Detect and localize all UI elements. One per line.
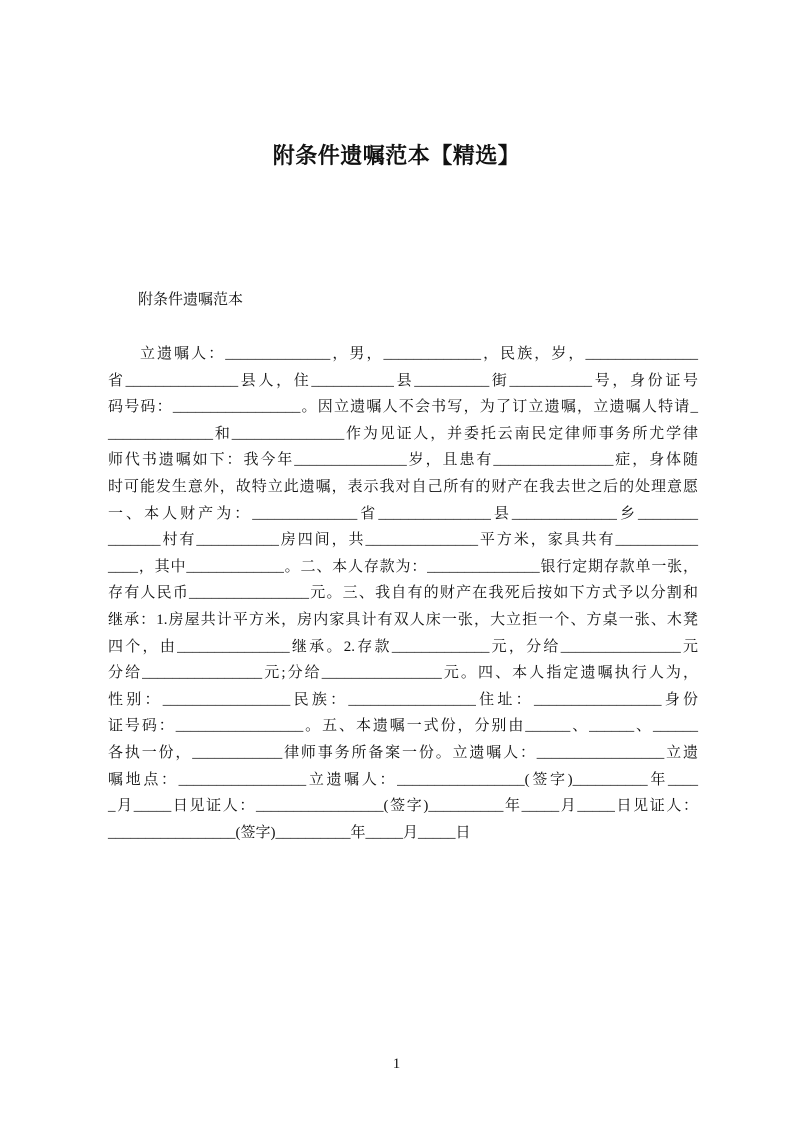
- body-line: 师代书遗嘱如下：我今年_______________岁，且患有________________症，身体随: [108, 452, 698, 469]
- document-title: 附条件遗嘱范本【精选】: [272, 144, 521, 169]
- body-line: _________________(签字)__________年_____月_____日: [108, 824, 471, 841]
- body-line: _______村有___________房四间，共_______________平方米，家具共有___________: [108, 532, 698, 549]
- body-line: ______________和_______________作为见证人，并委托云南民定律师事务所尤学律: [108, 425, 698, 442]
- body-line: ____，其中_____________。二、本人存款为：_______________银行定期存款单一张，: [108, 558, 698, 575]
- body-line: 嘱地点：_________________立遗嘱人：_________________(签字)__________年____: [108, 771, 698, 788]
- body-line: 性别：_________________民族：_________________住址：_________________身份: [108, 691, 698, 708]
- body-line: 证号码：_________________。五、本遗嘱一式份，分别由______、______、______: [108, 718, 698, 735]
- body-line: 存有人民币________________元。三、我自有的财产在我死后按如下方式予以分割和: [108, 585, 698, 602]
- body-line: 省_______________县人，住___________县__________街___________号，身份证号: [108, 372, 698, 389]
- body-line: 各执一份，____________律师事务所备案一份。立遗嘱人：_________________立遗: [108, 744, 698, 761]
- body-text: [108, 341, 698, 846]
- body-line: 立遗嘱人：______________，男，_____________，民族，岁，_______________: [140, 346, 698, 362]
- body-line: 时可能发生意外，故特立此遗嘱，表示我对自己所有的财产在我去世之后的处理意愿: [108, 478, 698, 495]
- body-line: _月_____日见证人：_________________(签字)__________年_____月_____日见证人：: [108, 798, 698, 815]
- body-line: 一、本人财产为：______________省_______________县______________乡________: [108, 505, 698, 522]
- body-line: 继承：1.房屋共计平方米，房内家具计有双人床一张，大立拒一个、方桌一张、木凳: [108, 611, 698, 628]
- page-number: 1: [392, 1056, 401, 1072]
- document-subtitle: 附条件遗嘱范本: [138, 292, 244, 308]
- body-line: 四个，由_______________继承。2.存款_____________元，分给________________元: [108, 638, 698, 655]
- body-line: 码号码：_________________。因立遗嘱人不会书写，为了订立遗嘱，立遗嘱人特请_: [108, 399, 698, 416]
- body-line: 分给________________元;分给________________元。四、本人指定遗嘱执行人为，: [108, 665, 698, 682]
